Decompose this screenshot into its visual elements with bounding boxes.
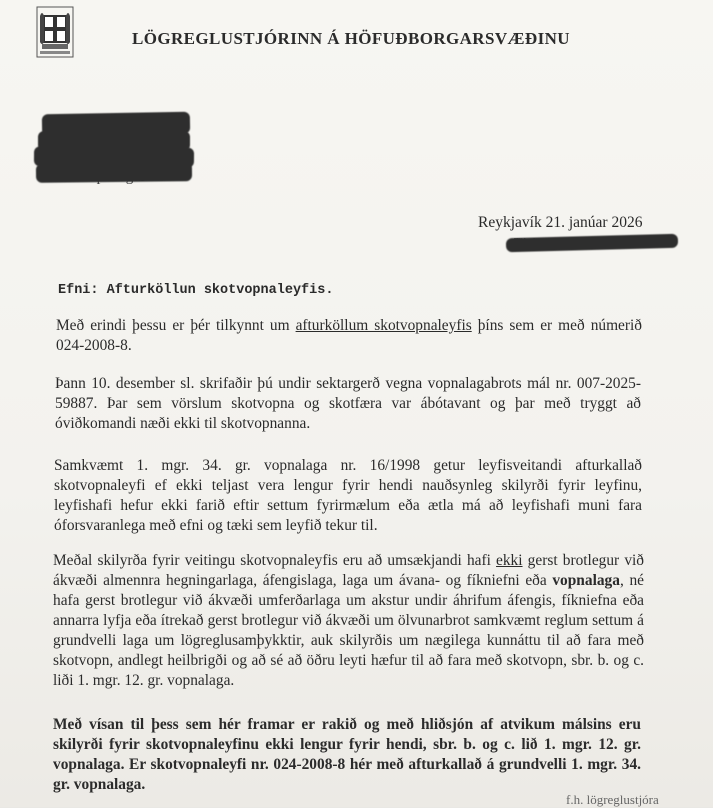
text-span: Meðal skilyrða fyrir veitingu skotvopnaleyfis eru að umsækjandi hafi: [53, 552, 497, 569]
paragraph-conditions: [53, 551, 644, 691]
redaction-mark: [36, 162, 192, 183]
text-span: þíns sem er með númerið 024-2008-8.: [56, 317, 642, 354]
coat-of-arms-logo: [36, 6, 74, 58]
text-span: , né hafa gerst brotlegur við ákvæði umferðarlaga um akstur undir áhrifum áfengis, fíkniefna eða annarra lyfja eða ítrekað gerst brotlegur við ákvæði um ölvunarbrot samkvæmt reglum settum á grundvelli laga um lögreglusamþykktir, auk skilyrðis um nægilega kunnáttu til að fara með skotvopn, andlegt heilbrigði og að sé að öðru leyti hæfur til að fara með skotvopn, sbr. b. og c. liði 1. mgr. 12. gr. vopnalaga.: [53, 572, 644, 689]
paragraph-notification: [56, 316, 642, 356]
bold-word: vopnalaga: [552, 572, 620, 589]
underlined-phrase: afturköllum skotvopnaleyfis: [295, 317, 472, 334]
paragraph-background: Þann 10. desember sl. skrifaðir þú undir sektargerð vegna vopnalagabrots mál nr. 007-2025-59887. Þar sem vörslum skotvopna og skotfæra var ábótavant og þar með tryggt að óviðkomandi næði ekki til skotvopnanna.: [55, 375, 641, 432]
agency-name: LÖGREGLUSTJÓRINN Á HÖFUÐBORGARSVÆÐINU: [132, 29, 570, 48]
signature-fragment: f.h. lögreglustjóra: [566, 792, 659, 807]
text-span: gerst brotlegur við ákvæði almennra hegningarlaga, áfengislaga, laga um ávana- og fíkniefni eða: [53, 552, 644, 589]
paragraph-legal-basis: Samkvæmt 1. mgr. 34. gr. vopnalaga nr. 16/1998 getur leyfisveitandi afturkallað skotvopnaleyfi ef ekki teljast vera lengur fyrir hendi nauðsynleg skilyrði fyrir leyfinu, leyfishafi hefur ekki farið eftir settum fyrirmælum eða ætla má að leyfishafi muni fara óforsvaranlega með efni og tæki sem leyfið tekur til.: [54, 457, 642, 534]
paragraph-decision: Með vísan til þess sem hér framar er rakið og með hliðsjón af atvikum málsins eru skilyrði fyrir skotvopnaleyfinu ekki lengur fyrir hendi, sbr. b. og c. lið 1. mgr. 12. gr. vopnalaga. Er skotvopnaleyfi nr. 024-2008-8 hér með afturkallað á grundvelli 1. mgr. 34. gr. vopnalaga.: [53, 716, 641, 793]
text-span: Með erindi þessu er þér tilkynnt um: [56, 317, 296, 334]
date-line: Reykjavík 21. janúar 2026: [478, 214, 643, 231]
subject-line: Efni: Afturköllun skotvopnaleyfis.: [58, 283, 334, 298]
underlined-word: ekki: [496, 552, 523, 569]
